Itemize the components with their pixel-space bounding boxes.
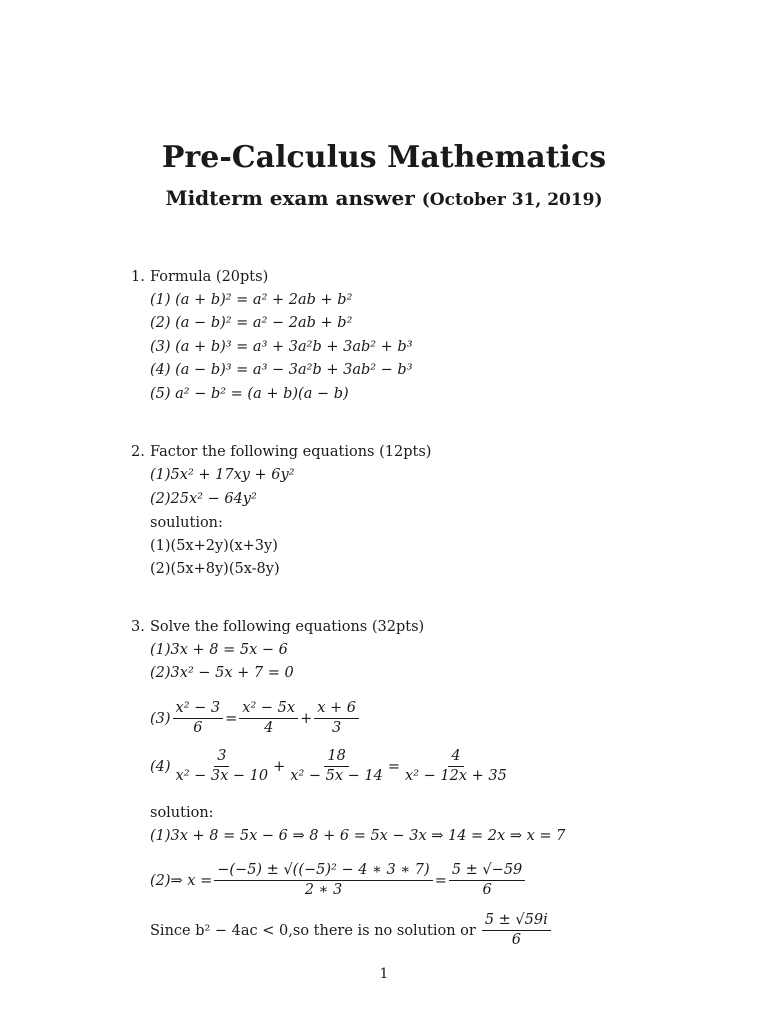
- operator: =: [434, 872, 447, 889]
- section-3-number: 3.: [131, 619, 145, 635]
- eq-label: (2)⇒ x =: [150, 872, 213, 889]
- operator: =: [225, 710, 238, 727]
- operator: +: [300, 710, 313, 727]
- exam-date: (October 31, 2019): [421, 190, 603, 210]
- equation-problem: (1)3x + 8 = 5x − 6: [150, 642, 288, 658]
- fraction: [482, 912, 551, 949]
- denominator: 4: [264, 720, 274, 736]
- factor-problem: (2)25x² − 64y²: [150, 491, 257, 507]
- equation-problem: (2)3x² − 5x + 7 = 0: [150, 665, 294, 681]
- section-1-number: 1.: [131, 269, 145, 285]
- fraction: [287, 748, 386, 785]
- solution-label: soulution:: [150, 515, 223, 531]
- page-subtitle: [0, 186, 768, 210]
- formula-line: (3) (a + b)³ = a³ + 3a²b + 3ab² + b³: [150, 339, 413, 355]
- numerator: 18: [324, 748, 348, 767]
- fraction: [314, 700, 359, 737]
- numerator: 5 ± √59i: [482, 912, 551, 931]
- factor-answer: (1)(5x+2y)(x+3y): [150, 538, 278, 554]
- numerator: 5 ± √−59: [449, 862, 525, 881]
- page-number: 1: [379, 966, 389, 982]
- fraction: [449, 862, 525, 899]
- eq-label: (4): [150, 758, 171, 775]
- numerator: 4: [448, 748, 463, 767]
- section-3-heading: Solve the following equations (32pts): [150, 619, 425, 635]
- numerator: −(−5) ± √((−5)² − 4 ∗ 3 ∗ 7): [214, 862, 432, 881]
- section-1-heading: Formula (20pts): [150, 269, 269, 285]
- denominator: 2 ∗ 3: [304, 882, 343, 898]
- since-text: Since b² − 4ac < 0,so there is no solution or: [150, 922, 476, 939]
- solution-2: [150, 862, 527, 899]
- formula-line: (1) (a + b)² = a² + 2ab + b²: [150, 292, 353, 308]
- formula-line: (4) (a − b)³ = a³ − 3a²b + 3ab² − b³: [150, 362, 413, 378]
- denominator: x² − 12x + 35: [405, 768, 507, 784]
- factor-answer: (2)(5x+8y)(5x-8y): [150, 561, 280, 577]
- equation-problem-4: [150, 748, 512, 785]
- denominator: 6: [193, 720, 203, 736]
- solution-label: solution:: [150, 805, 214, 821]
- solution-1: (1)3x + 8 = 5x − 6 ⇒ 8 + 6 = 5x − 3x ⇒ 14 = 2x ⇒ x = 7: [150, 828, 566, 844]
- section-2-number: 2.: [131, 444, 145, 460]
- fraction: [402, 748, 510, 785]
- equation-problem-3: [150, 700, 361, 737]
- fraction: [173, 748, 272, 785]
- formula-line: (2) (a − b)² = a² − 2ab + b²: [150, 315, 353, 331]
- formula-line: (5) a² − b² = (a + b)(a − b): [150, 386, 349, 402]
- denominator: 3: [331, 720, 342, 736]
- numerator: x + 6: [314, 700, 359, 719]
- page-title: Pre-Calculus Mathematics: [161, 140, 607, 175]
- denominator: 6: [482, 882, 492, 898]
- since-line: [150, 912, 553, 949]
- operator: =: [387, 758, 401, 775]
- denominator: x² − 5x − 14: [290, 768, 383, 784]
- denominator: x² − 3x − 10: [175, 768, 269, 784]
- numerator: 3: [214, 748, 229, 767]
- fraction: [239, 700, 298, 737]
- denominator: 6: [511, 932, 521, 948]
- fraction: [214, 862, 432, 899]
- fraction: [173, 700, 224, 737]
- operator: +: [273, 758, 286, 775]
- factor-problem: (1)5x² + 17xy + 6y²: [150, 467, 295, 483]
- subtitle-text: Midterm exam answer: [165, 186, 415, 210]
- numerator: x² − 5x: [239, 700, 298, 719]
- numerator: x² − 3: [173, 700, 224, 719]
- section-2-heading: Factor the following equations (12pts): [150, 444, 432, 460]
- eq-label: (3): [150, 710, 171, 727]
